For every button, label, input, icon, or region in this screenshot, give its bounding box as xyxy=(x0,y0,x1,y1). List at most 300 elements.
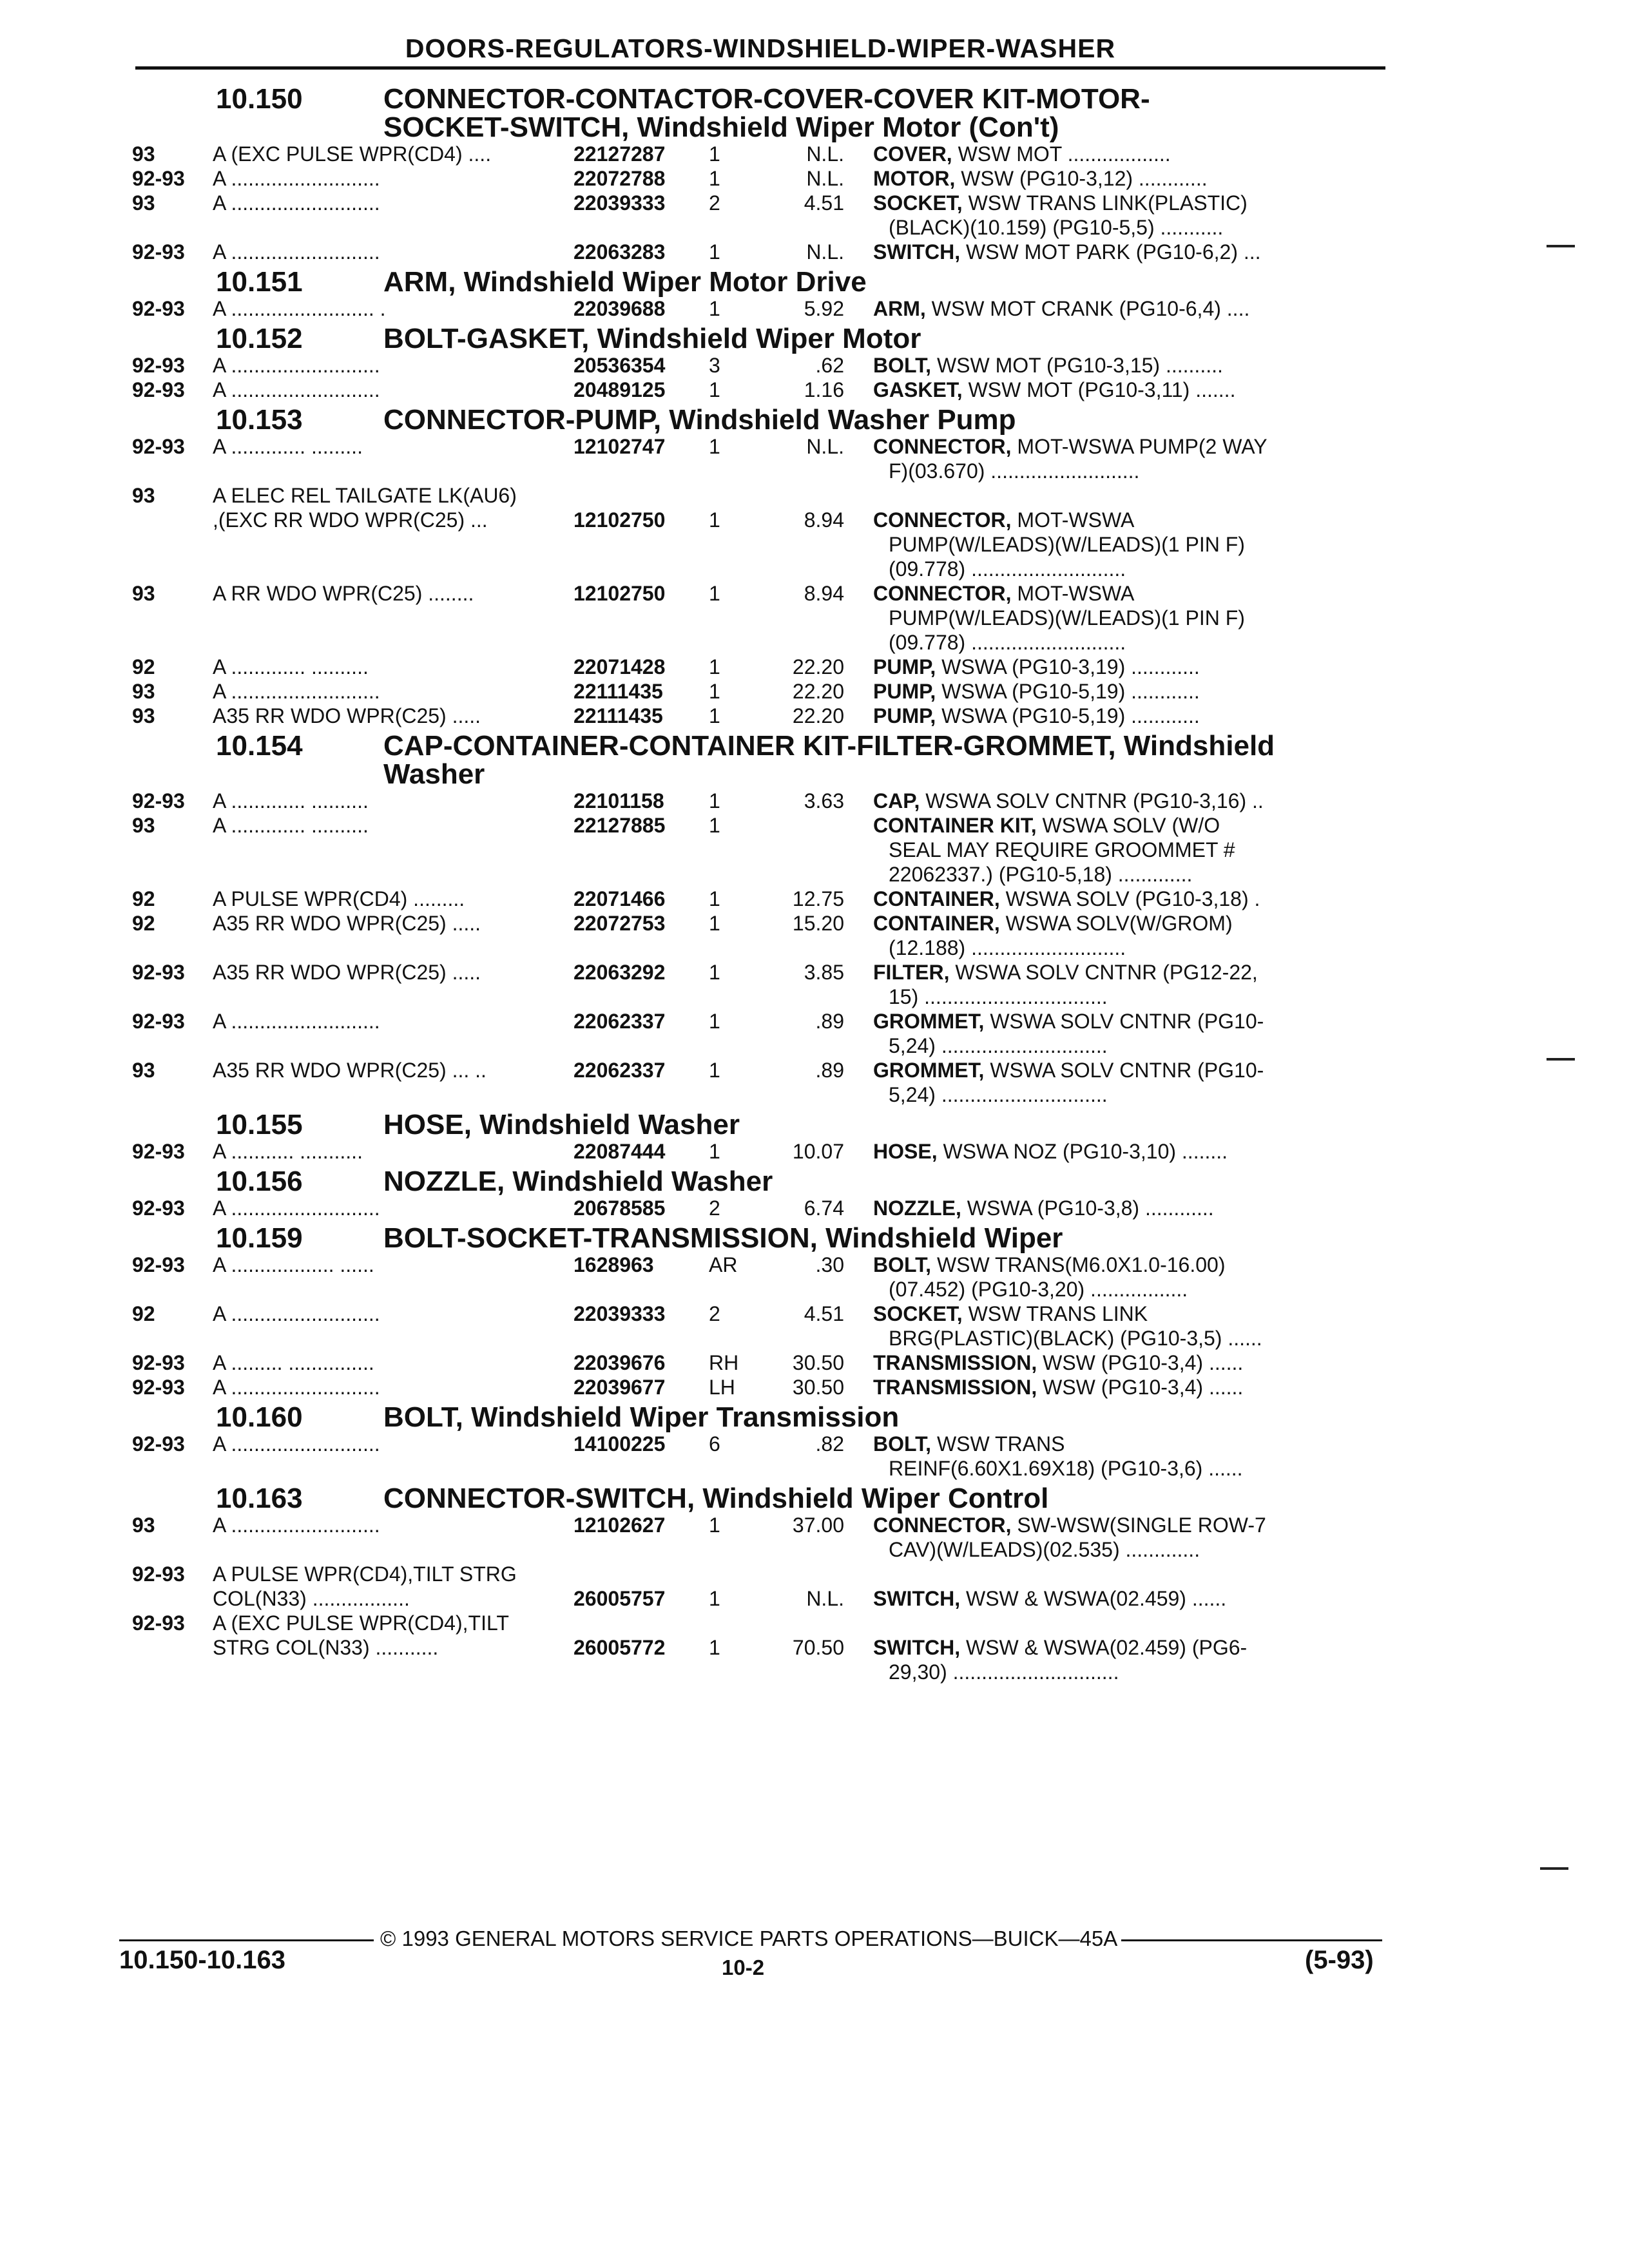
section-title-line: CONNECTOR-CONTACTOR-COVER-COVER KIT-MOTOR- xyxy=(383,83,1150,115)
application-description: A RR WDO WPR(C25) ........ xyxy=(213,582,474,605)
quantity: LH xyxy=(709,1376,735,1399)
model-year: 92-93 xyxy=(132,1196,185,1220)
part-name-line xyxy=(873,240,1395,264)
quantity: 2 xyxy=(709,1302,720,1325)
part-detail: WSWA SOLV (W/O xyxy=(1042,814,1220,837)
footer-rule-left xyxy=(119,1939,374,1941)
part-name: TRANSMISSION, xyxy=(873,1351,1037,1374)
part-detail-continuation: 5,24) ............................. xyxy=(889,1083,1108,1106)
part-detail: WSWA NOZ (PG10-3,10) ........ xyxy=(943,1140,1228,1163)
footer-rule-right xyxy=(1121,1939,1382,1941)
quantity: 1 xyxy=(709,814,720,837)
part-detail: WSW MOT CRANK (PG10-6,4) .... xyxy=(931,297,1250,320)
quantity xyxy=(709,1611,760,1635)
parts-row xyxy=(132,911,1395,960)
parts-row xyxy=(132,1562,1395,1586)
part-name-cell xyxy=(873,1562,1395,1586)
part-name-line xyxy=(873,1350,1395,1375)
parts-section xyxy=(132,1111,1395,1164)
quantity: 1 xyxy=(709,704,720,727)
section-number: 10.155 xyxy=(216,1109,303,1140)
part-name-line xyxy=(873,1513,1395,1537)
price: N.L. xyxy=(806,167,844,190)
part-name-cell xyxy=(873,1611,1395,1635)
quantity: 1 xyxy=(709,378,720,401)
part-number: 22072753 xyxy=(574,912,666,935)
quantity: 1 xyxy=(709,1514,720,1537)
part-name: CONTAINER, xyxy=(873,912,1000,935)
part-name-cell xyxy=(873,508,1395,581)
parts-row xyxy=(132,813,1395,887)
part-number: 22062337 xyxy=(574,1059,666,1082)
part-number: 22039677 xyxy=(574,1376,666,1399)
part-detail: WSWA SOLV CNTNR (PG10- xyxy=(990,1059,1264,1082)
part-number: 22039333 xyxy=(574,1302,666,1325)
section-number: 10.153 xyxy=(216,404,303,436)
model-year: 92 xyxy=(132,1302,155,1325)
section-title-line: BOLT, Windshield Wiper Transmission xyxy=(383,1401,900,1433)
part-detail-continuation: BRG(PLASTIC)(BLACK) (PG10-3,5) ...... xyxy=(889,1327,1262,1350)
part-name-line xyxy=(873,191,1395,215)
application-description: A ELEC REL TAILGATE LK(AU6) xyxy=(213,484,517,507)
application-description: A .......................... xyxy=(213,378,380,401)
part-name: CONNECTOR, xyxy=(873,508,1012,532)
part-number: 26005757 xyxy=(574,1587,666,1610)
part-name-line xyxy=(873,813,1395,838)
parts-row xyxy=(132,1302,1395,1350)
price: 22.20 xyxy=(792,680,844,703)
part-name-line xyxy=(873,1586,1395,1611)
application-description: A .......................... xyxy=(213,1432,380,1456)
part-name-cell xyxy=(873,434,1395,483)
price: N.L. xyxy=(806,142,844,166)
application-description: A (EXC PULSE WPR(CD4),TILT xyxy=(213,1611,509,1635)
parts-row xyxy=(132,508,1395,581)
application-description: COL(N33) ................. xyxy=(213,1587,410,1610)
parts-row xyxy=(132,434,1395,483)
part-detail-continuation: 15) ................................ xyxy=(889,985,1108,1008)
section-heading xyxy=(132,1111,1395,1139)
part-name-line xyxy=(873,1432,1395,1456)
price: 3.85 xyxy=(804,961,844,984)
price: .89 xyxy=(815,1059,844,1082)
quantity: 1 xyxy=(709,1140,720,1163)
parts-row xyxy=(132,1196,1395,1220)
section-number: 10.150 xyxy=(216,83,303,115)
part-name-cell xyxy=(873,378,1395,402)
quantity: AR xyxy=(709,1253,738,1276)
part-detail-continuation: SEAL MAY REQUIRE GROOMMET # xyxy=(889,838,1235,861)
model-year: 93 xyxy=(132,1059,155,1082)
price: 30.50 xyxy=(792,1351,844,1374)
section-number: 10.152 xyxy=(216,323,303,354)
price: N.L. xyxy=(806,435,844,458)
model-year: 93 xyxy=(132,1514,155,1537)
part-number: 22101158 xyxy=(574,789,664,812)
section-number: 10.154 xyxy=(216,730,303,762)
part-detail: WSWA (PG10-3,8) ............ xyxy=(967,1196,1214,1220)
section-heading xyxy=(132,1403,1395,1432)
application-description: A .......................... xyxy=(213,167,380,190)
part-detail: WSW MOT (PG10-3,11) ....... xyxy=(968,378,1236,401)
price: 10.07 xyxy=(792,1140,844,1163)
parts-row xyxy=(132,1513,1395,1562)
price xyxy=(760,1562,873,1586)
part-name-line xyxy=(873,142,1395,166)
model-year: 93 xyxy=(132,582,155,605)
model-year: 93 xyxy=(132,704,155,727)
part-name: SWITCH, xyxy=(873,1636,961,1659)
parts-row xyxy=(132,296,1395,321)
part-detail: WSWA (PG10-5,19) ............ xyxy=(941,680,1200,703)
part-number: 20678585 xyxy=(574,1196,666,1220)
price xyxy=(760,483,873,508)
part-name-line xyxy=(873,679,1395,704)
part-number: 22039688 xyxy=(574,297,666,320)
part-name: CONTAINER, xyxy=(873,887,1000,910)
parts-row xyxy=(132,789,1395,813)
margin-tick-mark xyxy=(1540,1867,1568,1870)
part-number: 12102750 xyxy=(574,582,666,605)
part-name-cell xyxy=(873,704,1395,728)
part-number: 22063292 xyxy=(574,961,666,984)
section-heading xyxy=(132,732,1395,789)
section-number: 10.156 xyxy=(216,1166,303,1197)
section-title xyxy=(383,1485,1395,1513)
quantity: 2 xyxy=(709,1196,720,1220)
parts-row xyxy=(132,1009,1395,1058)
part-detail-continuation: (BLACK)(10.159) (PG10-5,5) ........... xyxy=(889,216,1224,239)
part-detail: WSW MOT .................. xyxy=(958,142,1171,166)
part-name-cell xyxy=(873,296,1395,321)
price: 4.51 xyxy=(804,191,844,215)
parts-row xyxy=(132,1139,1395,1164)
part-name-cell xyxy=(873,1586,1395,1611)
part-name-cell xyxy=(873,887,1395,911)
part-name: SWITCH, xyxy=(873,240,961,264)
quantity: 2 xyxy=(709,191,720,215)
model-year: 92-93 xyxy=(132,1562,185,1586)
part-detail: MOT-WSWA xyxy=(1017,508,1135,532)
part-detail: MOT-WSWA xyxy=(1017,582,1135,605)
model-year: 92-93 xyxy=(132,1351,185,1374)
part-name-line xyxy=(873,1058,1395,1082)
part-name-line xyxy=(873,378,1395,402)
part-detail-continuation: PUMP(W/LEADS)(W/LEADS)(1 PIN F) xyxy=(889,606,1245,629)
part-name-cell xyxy=(873,789,1395,813)
parts-row xyxy=(132,1611,1395,1635)
part-number: 22071466 xyxy=(574,887,666,910)
section-title xyxy=(383,85,1395,142)
quantity: 1 xyxy=(709,582,720,605)
parts-row xyxy=(132,1586,1395,1611)
model-year xyxy=(132,1635,213,1684)
part-name-line xyxy=(873,1253,1395,1277)
quantity: 1 xyxy=(709,1636,720,1659)
part-name-line xyxy=(873,1196,1395,1220)
model-year: 93 xyxy=(132,680,155,703)
footer-revision-date: (5-93) xyxy=(1305,1946,1374,1974)
part-number: 22072788 xyxy=(574,167,666,190)
parts-row xyxy=(132,1432,1395,1481)
part-detail: MOT-WSWA PUMP(2 WAY xyxy=(1017,435,1268,458)
quantity: 1 xyxy=(709,1059,720,1082)
part-name-line xyxy=(873,166,1395,191)
quantity: RH xyxy=(709,1351,739,1374)
part-detail: WSW (PG10-3,4) ...... xyxy=(1043,1351,1244,1374)
quantity: 1 xyxy=(709,142,720,166)
price: .89 xyxy=(815,1010,844,1033)
section-title-line: NOZZLE, Windshield Washer xyxy=(383,1166,773,1197)
application-description: A35 RR WDO WPR(C25) ..... xyxy=(213,961,481,984)
application-description: A .......................... xyxy=(213,354,380,377)
section-heading xyxy=(132,406,1395,434)
part-name-cell xyxy=(873,483,1395,508)
section-subtitle-line: SOCKET-SWITCH, Windshield Wiper Motor (Con't) xyxy=(383,111,1059,143)
model-year: 93 xyxy=(132,142,155,166)
part-number: 22062337 xyxy=(574,1010,666,1033)
quantity: 1 xyxy=(709,655,720,678)
model-year: 92-93 xyxy=(132,435,185,458)
part-detail: WSW & WSWA(02.459) (PG6- xyxy=(965,1636,1248,1659)
application-description: A PULSE WPR(CD4) ......... xyxy=(213,887,465,910)
part-number: 20489125 xyxy=(574,378,666,401)
parts-section xyxy=(132,406,1395,728)
part-name: COVER, xyxy=(873,142,952,166)
part-detail-continuation: (07.452) (PG10-3,20) ................. xyxy=(889,1278,1188,1301)
part-number: 26005772 xyxy=(574,1636,666,1659)
part-detail: WSW (PG10-3,4) ...... xyxy=(1043,1376,1244,1399)
header-rule xyxy=(135,66,1385,70)
parts-row xyxy=(132,1635,1395,1684)
application-description: A ............. .......... xyxy=(213,655,369,678)
parts-row xyxy=(132,1058,1395,1107)
parts-section xyxy=(132,1485,1395,1684)
part-detail: WSW TRANS LINK(PLASTIC) xyxy=(968,191,1248,215)
parts-section xyxy=(132,325,1395,402)
part-name-line xyxy=(873,434,1395,459)
part-name-cell xyxy=(873,191,1395,240)
price: 8.94 xyxy=(804,508,844,532)
application-description: A35 RR WDO WPR(C25) ..... xyxy=(213,704,481,727)
part-number: 20536354 xyxy=(574,354,666,377)
application-description: A .......................... xyxy=(213,1376,380,1399)
part-name: PUMP, xyxy=(873,655,936,678)
parts-row xyxy=(132,166,1395,191)
part-name-line xyxy=(873,508,1395,532)
application-description: STRG COL(N33) ........... xyxy=(213,1636,439,1659)
part-name: BOLT, xyxy=(873,1432,932,1456)
section-number: 10.151 xyxy=(216,266,303,298)
model-year: 92-93 xyxy=(132,1010,185,1033)
part-name-cell xyxy=(873,240,1395,264)
parts-row xyxy=(132,1253,1395,1302)
section-heading xyxy=(132,1168,1395,1196)
part-name-cell xyxy=(873,353,1395,378)
section-title-line: CONNECTOR-PUMP, Windshield Washer Pump xyxy=(383,404,1016,436)
model-year: 92 xyxy=(132,655,155,678)
part-number: 12102627 xyxy=(574,1514,666,1537)
application-description: A ............. ......... xyxy=(213,435,363,458)
footer-copyright: © 1993 GENERAL MOTORS SERVICE PARTS OPERATIONS—BUICK—45A xyxy=(380,1927,1118,1950)
part-detail: WSW TRANS LINK xyxy=(968,1302,1148,1325)
section-title-line: BOLT-SOCKET-TRANSMISSION, Windshield Wiper xyxy=(383,1222,1063,1254)
section-heading xyxy=(132,1224,1395,1253)
part-name-line xyxy=(873,789,1395,813)
part-name-line xyxy=(873,1302,1395,1326)
application-description: A (EXC PULSE WPR(CD4) .... xyxy=(213,142,492,166)
part-name-cell xyxy=(873,1058,1395,1107)
model-year: 92-93 xyxy=(132,1432,185,1456)
part-detail-continuation: F)(03.670) .......................... xyxy=(889,459,1140,483)
part-detail: WSWA SOLV CNTNR (PG10- xyxy=(990,1010,1264,1033)
part-name-cell xyxy=(873,911,1395,960)
parts-section xyxy=(132,1168,1395,1220)
page-header-title: DOORS-REGULATORS-WINDSHIELD-WIPER-WASHER xyxy=(405,34,1116,63)
part-detail-continuation: PUMP(W/LEADS)(W/LEADS)(1 PIN F) xyxy=(889,533,1245,556)
price: 1.16 xyxy=(804,378,844,401)
parts-row xyxy=(132,142,1395,166)
part-name: CONTAINER KIT, xyxy=(873,814,1037,837)
section-heading xyxy=(132,1485,1395,1513)
part-name-cell xyxy=(873,1350,1395,1375)
application-description: A35 RR WDO WPR(C25) ..... xyxy=(213,912,481,935)
part-name-cell xyxy=(873,1009,1395,1058)
section-title xyxy=(383,1111,1395,1139)
model-year: 92-93 xyxy=(132,297,185,320)
part-name-cell xyxy=(873,1513,1395,1562)
part-detail: SW-WSW(SINGLE ROW-7 xyxy=(1017,1514,1266,1537)
model-year: 92-93 xyxy=(132,354,185,377)
part-detail-continuation: CAV)(W/LEADS)(02.535) ............. xyxy=(889,1538,1200,1561)
parts-row xyxy=(132,679,1395,704)
quantity: 1 xyxy=(709,240,720,264)
parts-listing xyxy=(132,82,1395,1684)
section-subtitle-line: Washer xyxy=(383,758,485,790)
part-name: CONNECTOR, xyxy=(873,435,1012,458)
part-detail-continuation: REINF(6.60X1.69X18) (PG10-3,6) ...... xyxy=(889,1457,1243,1480)
part-name: SOCKET, xyxy=(873,191,963,215)
application-description: A .......................... xyxy=(213,1514,380,1537)
quantity: 1 xyxy=(709,167,720,190)
price: 4.51 xyxy=(804,1302,844,1325)
section-heading xyxy=(132,325,1395,353)
section-title-line: ARM, Windshield Wiper Motor Drive xyxy=(383,266,867,298)
model-year: 92 xyxy=(132,912,155,935)
part-detail: WSWA (PG10-3,19) ............ xyxy=(941,655,1200,678)
parts-row xyxy=(132,483,1395,508)
part-name-line xyxy=(873,353,1395,378)
part-name: BOLT, xyxy=(873,1253,932,1276)
part-number: 22063283 xyxy=(574,240,666,264)
quantity: 3 xyxy=(709,354,720,377)
part-name-line xyxy=(873,704,1395,728)
section-heading xyxy=(132,85,1395,142)
application-description: A ............. .......... xyxy=(213,789,369,812)
application-description: A PULSE WPR(CD4),TILT STRG xyxy=(213,1562,517,1586)
part-number: 1628963 xyxy=(574,1253,654,1276)
part-detail: WSW TRANS(M6.0X1.0-16.00) xyxy=(936,1253,1226,1276)
section-title xyxy=(383,732,1395,789)
section-title-line: HOSE, Windshield Washer xyxy=(383,1109,740,1140)
application-description: A ............. .......... xyxy=(213,814,369,837)
part-number: 22039333 xyxy=(574,191,666,215)
part-name: CONNECTOR, xyxy=(873,582,1012,605)
part-name-cell xyxy=(873,1196,1395,1220)
quantity: 1 xyxy=(709,680,720,703)
model-year: 92-93 xyxy=(132,1253,185,1276)
section-title-line: CAP-CONTAINER-CONTAINER KIT-FILTER-GROMMET, Windshield xyxy=(383,730,1275,762)
part-detail: WSW & WSWA(02.459) ...... xyxy=(965,1587,1227,1610)
quantity: 1 xyxy=(709,297,720,320)
part-number: 12102747 xyxy=(574,435,666,458)
part-name: ARM, xyxy=(873,297,926,320)
price: 6.74 xyxy=(804,1196,844,1220)
section-title xyxy=(383,1168,1395,1196)
part-name: GROMMET, xyxy=(873,1059,985,1082)
application-description: A .......................... xyxy=(213,680,380,703)
price: 70.50 xyxy=(792,1636,844,1659)
price: 22.20 xyxy=(792,655,844,678)
parts-section xyxy=(132,1403,1395,1481)
quantity: 6 xyxy=(709,1432,720,1456)
quantity: 1 xyxy=(709,789,720,812)
price: .82 xyxy=(815,1432,844,1456)
part-number: 22039676 xyxy=(574,1351,666,1374)
application-description: A .......................... xyxy=(213,191,380,215)
section-number: 10.163 xyxy=(216,1483,303,1514)
footer-page-number: 10-2 xyxy=(722,1956,765,1979)
price: 12.75 xyxy=(792,887,844,910)
model-year: 92-93 xyxy=(132,1611,185,1635)
model-year: 92-93 xyxy=(132,789,185,812)
part-name-cell xyxy=(873,655,1395,679)
part-name: NOZZLE, xyxy=(873,1196,961,1220)
model-year xyxy=(132,508,213,581)
section-title-line: BOLT-GASKET, Windshield Wiper Motor xyxy=(383,323,921,354)
part-number: 12102750 xyxy=(574,508,666,532)
part-name: SWITCH, xyxy=(873,1587,961,1610)
quantity xyxy=(709,483,760,508)
application-description: A .......................... xyxy=(213,1196,380,1220)
quantity: 1 xyxy=(709,1587,720,1610)
part-detail-continuation: (09.778) ........................... xyxy=(889,557,1126,581)
parts-row xyxy=(132,1375,1395,1399)
application-description: A ......... ............... xyxy=(213,1351,374,1374)
part-detail-continuation: 5,24) ............................. xyxy=(889,1034,1108,1057)
part-number: 14100225 xyxy=(574,1432,666,1456)
part-name-cell xyxy=(873,813,1395,887)
price: 15.20 xyxy=(792,912,844,935)
part-detail: WSW MOT PARK (PG10-6,2) ... xyxy=(965,240,1261,264)
model-year: 93 xyxy=(132,484,155,507)
part-name-line xyxy=(873,1375,1395,1399)
parts-row xyxy=(132,960,1395,1009)
section-title xyxy=(383,1403,1395,1432)
part-name: SOCKET, xyxy=(873,1302,963,1325)
quantity: 1 xyxy=(709,435,720,458)
section-title xyxy=(383,268,1395,296)
part-number: 22111435 xyxy=(574,704,663,727)
price: 30.50 xyxy=(792,1376,844,1399)
part-number xyxy=(574,1562,709,1586)
part-name-line xyxy=(873,887,1395,911)
quantity: 1 xyxy=(709,961,720,984)
application-description: A ......................... . xyxy=(213,297,386,320)
quantity: 1 xyxy=(709,1010,720,1033)
part-name: CONNECTOR, xyxy=(873,1514,1012,1537)
price: .30 xyxy=(815,1253,844,1276)
